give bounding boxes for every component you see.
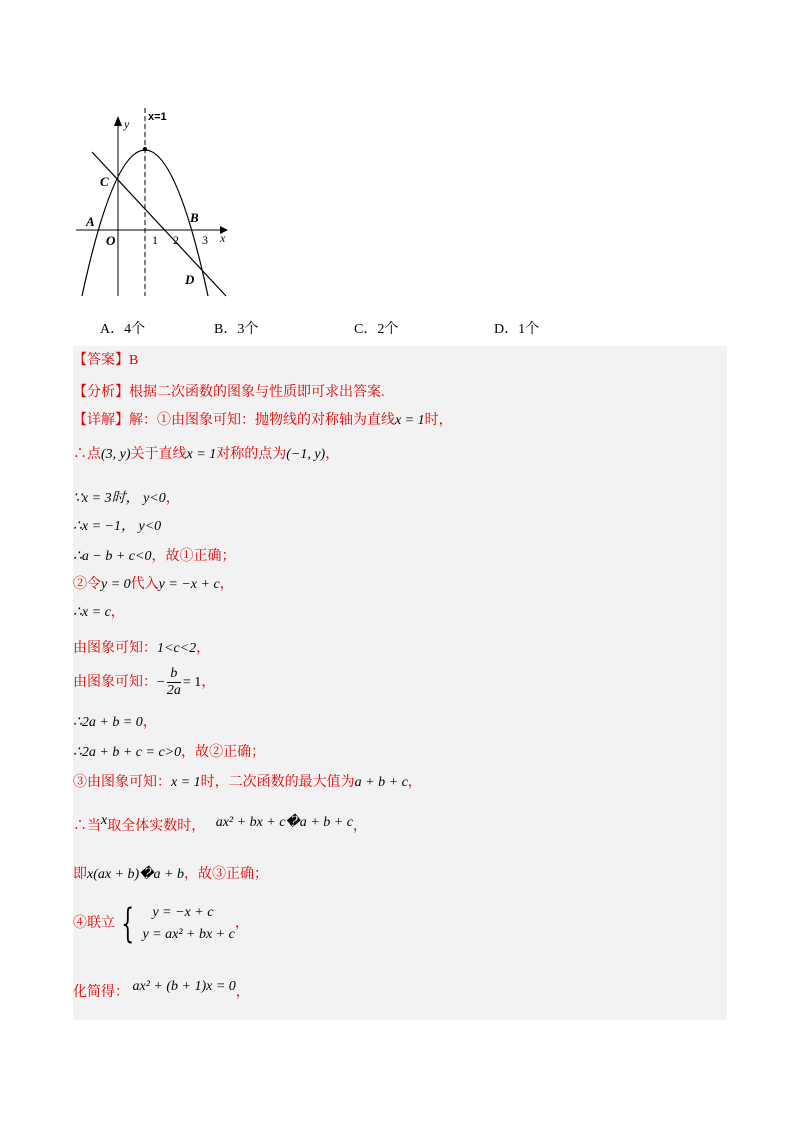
answer-options (100, 318, 660, 338)
detail-line-2: ∴点(3, y)关于直线x = 1对称的点为(−1, y)， (73, 447, 340, 462)
option-b: B．3个 (214, 322, 259, 337)
detail-line-1: 【详解】解：①由图象可知：抛物线的对称轴为直线x = 1时， (73, 413, 453, 428)
option-c: C．2个 (354, 322, 399, 337)
label-A: A (86, 214, 95, 229)
detail-line-16: 化简得： ax² + (b + 1)x = 0， (73, 979, 250, 1000)
detail-line-12: ③由图象可知：x = 1时，二次函数的最大值为a + b + c， (73, 775, 422, 790)
fraction: $\frac{b}{2a}$ (166, 666, 181, 699)
detail-line-9: 由图象可知：− $\frac{b}{2a}$ = 1， (73, 666, 216, 699)
option-d: D．1个 (494, 322, 540, 337)
label-x: x (220, 231, 226, 245)
tick-3: 3 (202, 233, 208, 247)
vertex-point (143, 147, 147, 151)
answer-line: 【答案】B (73, 353, 139, 368)
label-y: y (124, 117, 130, 131)
analysis-line: 【分析】根据二次函数的图象与性质即可求出答案. (73, 385, 385, 400)
tick-1: 1 (152, 233, 158, 247)
graph-svg (72, 100, 232, 300)
function-graph (72, 100, 232, 300)
detail-line-13: ∴当x取全体实数时， ax² + bx + c�a + b + c， (73, 813, 367, 834)
detail-line-3: ∵x = 3时， y<0， (73, 491, 180, 506)
label-x-eq-1: x=1 (148, 111, 167, 123)
detail-line-7: ∴x = c， (73, 605, 125, 620)
y-axis-arrow (114, 116, 122, 126)
detail-line-14: 即x(ax + b)�a + b，故③正确； (73, 867, 269, 882)
label-O: O (106, 233, 116, 248)
detail-line-4: ∴x = −1， y<0 (73, 519, 162, 534)
label-C: C (100, 174, 109, 189)
solution-panel (73, 346, 727, 1020)
equation-system: y = −x + c y = ax² + bx + c (142, 905, 235, 942)
detail-line-8: 由图象可知：1<c<2， (73, 641, 211, 656)
detail-line-10: ∴2a + b = 0， (73, 715, 157, 730)
option-a: A．4个 (100, 322, 146, 337)
detail-line-6: ②令y = 0代入y = −x + c， (73, 577, 234, 592)
detail-line-5: ∴a − b + c<0，故①正确； (73, 549, 236, 564)
label-B: B (190, 210, 199, 225)
label-D: D (185, 272, 195, 287)
detail-line-11: ∴2a + b + c = c>0，故②正确； (73, 745, 266, 760)
straight-line (92, 152, 226, 296)
detail-line-15: ④联立 { y = −x + c y = ax² + bx + c ， (73, 901, 249, 947)
system-brace: { (121, 901, 135, 947)
tick-2: 2 (173, 233, 179, 247)
